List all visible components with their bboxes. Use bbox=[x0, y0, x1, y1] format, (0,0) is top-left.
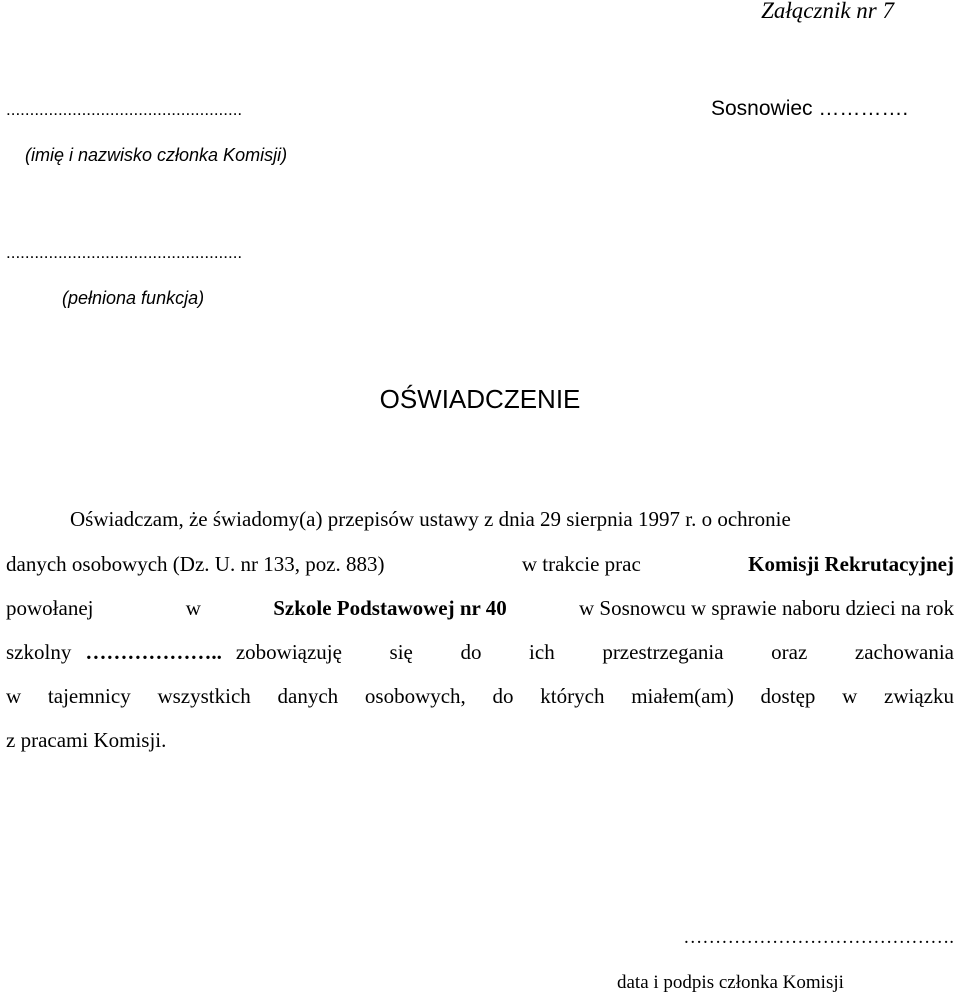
body-line-4-year-dots: ……………….. bbox=[85, 640, 222, 664]
body-line-4 bbox=[6, 638, 954, 666]
signature-caption: data i podpis członka Komisji bbox=[617, 972, 844, 993]
body-line-2-text-a: danych osobowych (Dz. U. nr 133, poz. 883) bbox=[6, 552, 385, 576]
function-dotted-line: .................................................. bbox=[6, 243, 243, 262]
body-line-6-text: z pracami Komisji. bbox=[6, 728, 167, 752]
body-line-2-committee: Komisji Rekrutacyjnej bbox=[748, 552, 954, 576]
body-line-5-text: w tajemnicy wszystkich danych osobowych, do których miałem(am) dostęp w związku bbox=[6, 684, 954, 708]
body-line-3 bbox=[6, 594, 954, 622]
body-line-6 bbox=[6, 726, 954, 754]
body-line-4-text-c: zobowiązuję się do ich przestrzegania oraz zachowania bbox=[235, 640, 954, 664]
name-caption: (imię i nazwisko członka Komisji) bbox=[25, 145, 288, 165]
body-line-2 bbox=[6, 550, 954, 578]
signature-dotted-line: ……………………………………. bbox=[683, 927, 954, 948]
body-line-3-school: Szkole Podstawowej nr 40 bbox=[273, 596, 507, 620]
body-line-3-text-a: powołanej bbox=[6, 596, 94, 620]
annex-label: Załącznik nr 7 bbox=[761, 0, 894, 23]
function-caption: (pełniona funkcja) bbox=[62, 288, 205, 308]
body-line-1 bbox=[6, 505, 954, 533]
name-dotted-line: .................................................. bbox=[6, 100, 243, 119]
body-line-3-text-b: w bbox=[185, 596, 201, 620]
body-line-3-text-d: w Sosnowcu w sprawie naboru dzieci na rok bbox=[578, 596, 954, 620]
document-title: OŚWIADCZENIE bbox=[379, 384, 581, 414]
body-line-2-text-b: w trakcie prac bbox=[521, 552, 641, 576]
place-date: Sosnowiec …………. bbox=[711, 97, 909, 120]
body-line-4-text-a: szkolny bbox=[6, 640, 72, 664]
body-line-5 bbox=[6, 682, 954, 710]
body-line-1-text: Oświadczam, że świadomy(a) przepisów ustawy z dnia 29 sierpnia 1997 r. o ochronie bbox=[70, 507, 791, 531]
